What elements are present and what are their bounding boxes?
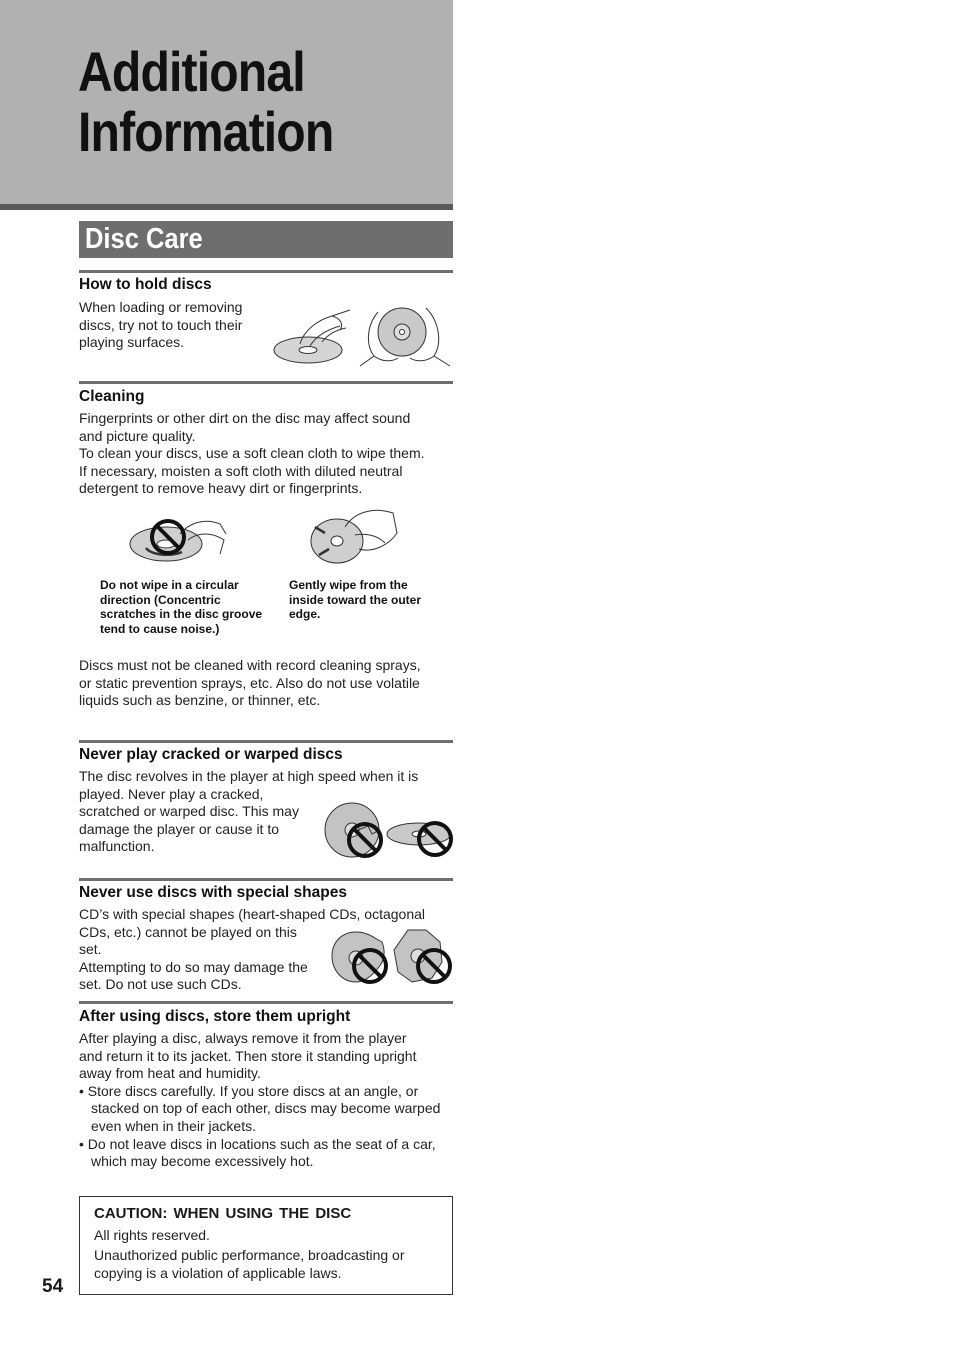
special-shape-discs bbox=[328, 928, 453, 986]
cracked-disc-illustration bbox=[322, 800, 453, 860]
cracked-line-4: damage the player or cause it to bbox=[79, 820, 280, 837]
caution-line-2: Unauthorized public performance, broadcasting or bbox=[94, 1247, 405, 1263]
upright-line-2: and return it to its jacket. Then store it standing upright bbox=[79, 1047, 417, 1064]
divider-shapes bbox=[79, 878, 453, 881]
circular-wipe-illustration bbox=[128, 510, 228, 570]
heading-hold: How to hold discs bbox=[79, 276, 212, 293]
page-title bbox=[78, 42, 333, 162]
caption-bad-2: direction (Concentric bbox=[100, 592, 221, 607]
disc-holding-illustration bbox=[270, 300, 453, 370]
caution-box bbox=[79, 1196, 453, 1295]
hold-line-3: playing surfaces. bbox=[79, 334, 185, 351]
shapes-line-4: Attempting to do so may damage the bbox=[79, 958, 308, 975]
note-line-1: Discs must not be cleaned with record cleaning sprays, bbox=[79, 657, 421, 673]
caption-good-1: Gently wipe from the bbox=[289, 578, 408, 592]
header-block bbox=[0, 0, 453, 210]
hold-line-1: When loading or removing bbox=[79, 299, 243, 315]
heading-cleaning: Cleaning bbox=[79, 388, 145, 405]
caption-bad-3: scratches in the disc groove bbox=[100, 607, 263, 622]
caution-line-1: All rights reserved. bbox=[94, 1227, 210, 1243]
heading-upright: After using discs, store them upright bbox=[79, 1008, 351, 1025]
cleaning-line-3: To clean your discs, use a soft clean cloth to wipe them. bbox=[79, 445, 425, 462]
caption-bad-4: tend to cause noise.) bbox=[100, 621, 220, 636]
title-line-2: Information bbox=[78, 100, 334, 163]
shapes-line-2: CDs, etc.) cannot be played on this bbox=[79, 923, 297, 940]
shapes-line-3: set. bbox=[79, 941, 102, 958]
cracked-line-5: malfunction. bbox=[79, 838, 155, 855]
note-line-3: liquids such as benzine, or thinner, etc. bbox=[79, 692, 321, 709]
cleaning-line-2: and picture quality. bbox=[79, 427, 196, 444]
cleaning-line-5: detergent to remove heavy dirt or fingerprints. bbox=[79, 480, 363, 497]
divider-cleaning bbox=[79, 381, 453, 384]
section-title: Disc Care bbox=[85, 223, 203, 255]
cracked-line-1: The disc revolves in the player at high speed when it is bbox=[79, 768, 419, 784]
caution-line-3: copying is a violation of applicable laws. bbox=[94, 1264, 342, 1281]
upright-line-1: After playing a disc, always remove it from the player bbox=[79, 1030, 407, 1046]
title-line-1: Additional bbox=[78, 40, 305, 103]
upright-line-3: away from heat and humidity. bbox=[79, 1065, 261, 1082]
heading-shapes: Never use discs with special shapes bbox=[79, 884, 347, 901]
note-line-2: or static prevention sprays, etc. Also do not use volatile bbox=[79, 674, 420, 691]
cleaning-line-4: If necessary, moisten a soft cloth with diluted neutral bbox=[79, 462, 403, 479]
caption-good-3: edge. bbox=[289, 607, 321, 622]
hold-line-2: discs, try not to touch their bbox=[79, 316, 243, 333]
shapes-line-5: set. Do not use such CDs. bbox=[79, 976, 242, 993]
caption-good-2: inside toward the outer bbox=[289, 592, 422, 607]
page-number: 54 bbox=[42, 1276, 64, 1297]
cracked-line-2: played. Never play a cracked, bbox=[79, 785, 264, 802]
divider-cracked bbox=[79, 740, 453, 743]
shapes-line-1: CD’s with special shapes (heart-shaped CDs, octagonal bbox=[79, 906, 426, 922]
caution-title: CAUTION: WHEN USING THE DISC bbox=[94, 1205, 352, 1222]
radial-wipe-illustration bbox=[305, 505, 400, 571]
cleaning-line-1: Fingerprints or other dirt on the disc may affect sound bbox=[79, 410, 411, 426]
upright-bullet-2: • Do not leave discs in locations such as the seat of a car, which may become excessively hot. bbox=[79, 1135, 436, 1170]
divider-upright bbox=[79, 1001, 453, 1004]
caption-bad-1: Do not wipe in a circular bbox=[100, 578, 239, 592]
section-heading-bar bbox=[79, 221, 453, 258]
heading-cracked: Never play cracked or warped discs bbox=[79, 746, 343, 763]
upright-bullet-1: • Store discs carefully. If you store discs at an angle, or stacked on top of each other, discs may become warped even when in their jackets. bbox=[79, 1082, 441, 1134]
cracked-line-3: scratched or warped disc. This may bbox=[79, 803, 299, 820]
divider-hold bbox=[79, 270, 453, 273]
